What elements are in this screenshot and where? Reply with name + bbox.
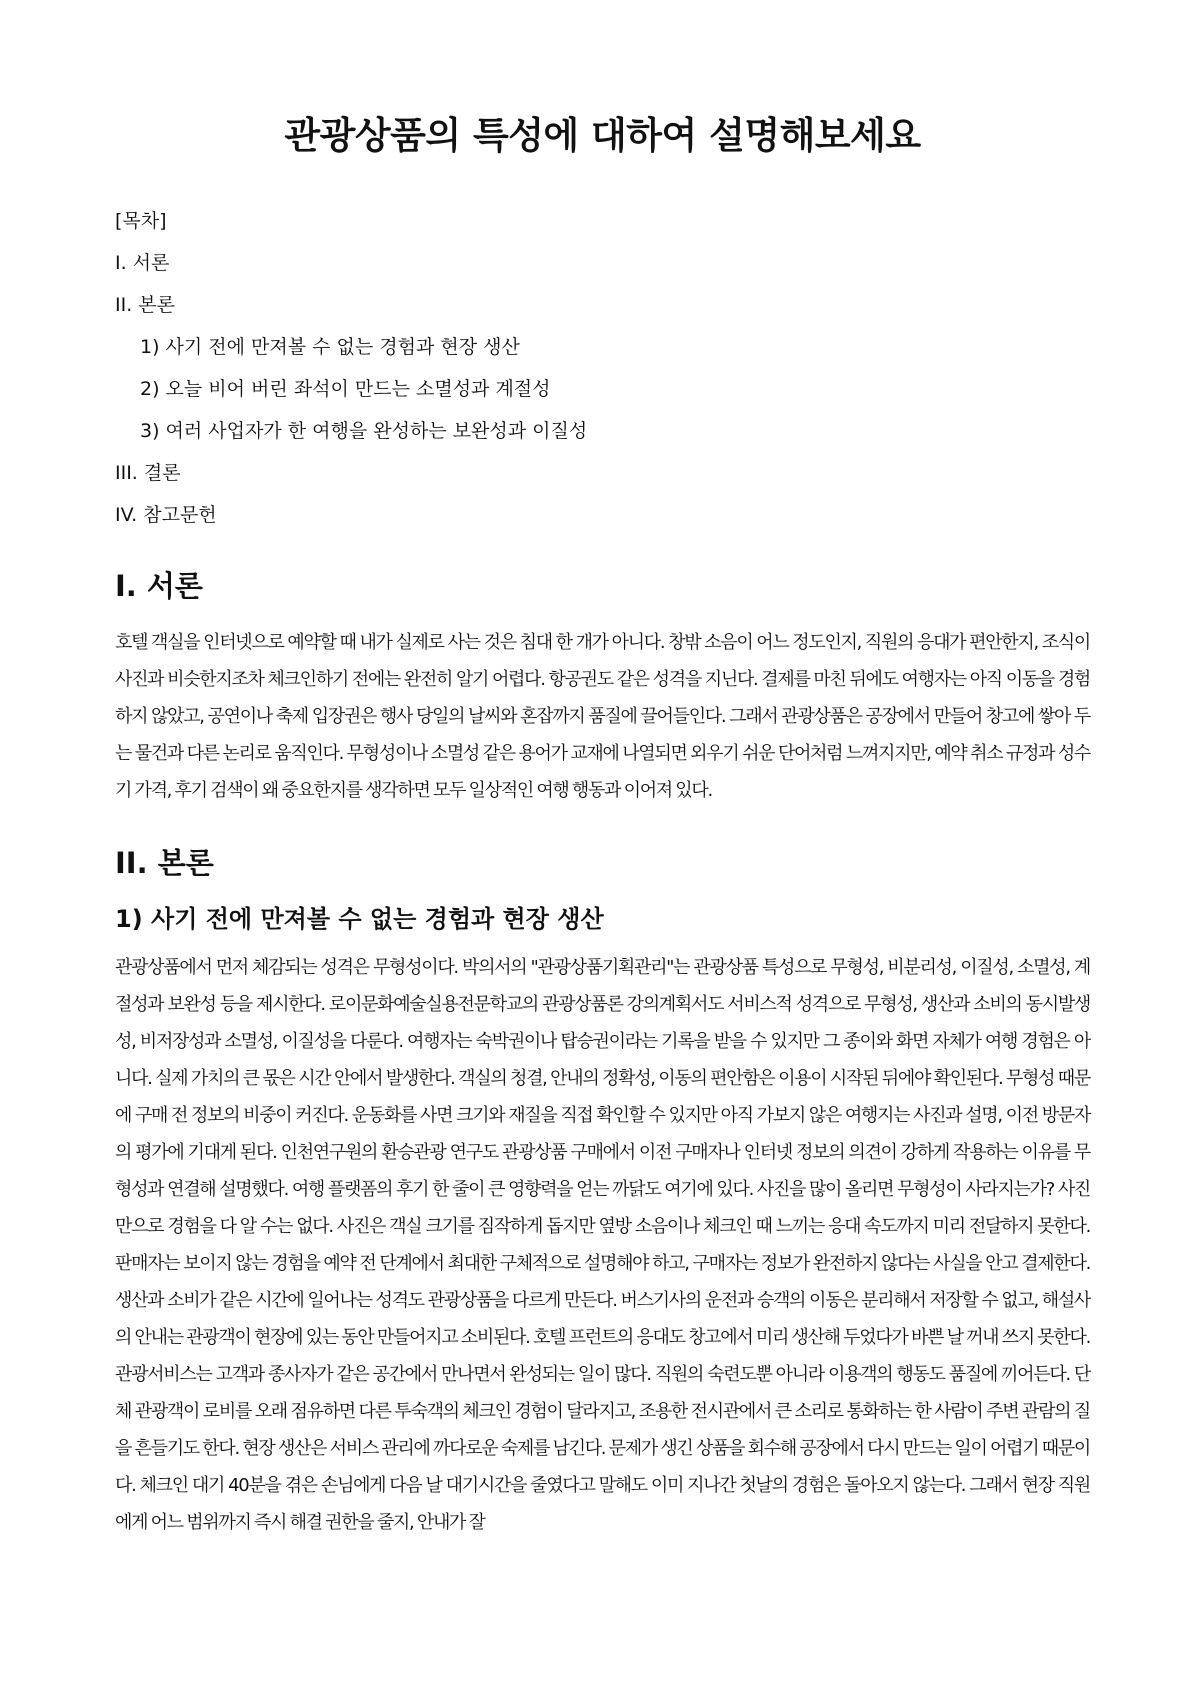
section1-paragraph: 관광상품에서 먼저 체감되는 성격은 무형성이다. 박의서의 "관광상품기획관리"는 관광상품 특성으로 무형성, 비분리성, 이질성, 소멸성, 계절성과 보완성 등을 제시한다. 로이문화예술실용전문학교의 관광상품론 강의계획서도 서비스적 성격으로 무형성, 생산과 소비의 동시발생성, 비저장성과 소멸성, 이질성을 다룬다. 여행자는 숙박권이나 탑승권이라는 기록을 받을 수 있지만 그 종이와 화면 자체가 여행 경험은 아니다. 실제 가치의 큰 몫은 시간 안에서 발생한다. 객실의 청결, 안내의 정확성, 이동의 편안함은 이용이 시작된 뒤에야 확인된다. 무형성 때문에 구매 전 정보의 비중이 커진다. 운동화를 사면 크기와 재질을 직접 확인할 수 있지만 아직 가보지 않은 여행지는 사진과 설명, 이전 방문자의 평가에 기대게 된다. 인천연구원의 환승관광 연구도 관광상품 구매에서 이전 구매자나 인터넷 정보의 의견이 강하게 작용하는 이유를 무형성과 연결해 설명했다. 여행 플랫폼의 후기 한 줄이 큰 영향력을 얻는 까닭도 여기에 있다. 사진을 많이 올리면 무형성이 사라지는가? 사진만으로 경험을 다 알 수는 없다. 사진은 객실 크기를 짐작하게 돕지만 옆방 소음이나 체크인 때 느끼는 응대 속도까지 미리 전달하지 못한다. 판매자는 보이지 않는 경험을 예약 전 단계에서 최대한 구체적으로 설명해야 하고, 구매자는 정보가 완전하지 않다는 사실을 안고 결제한다. 생산과 소비가 같은 시간에 일어나는 성격도 관광상품을 다르게 만든다. 버스기사의 운전과 승객의 이동은 분리해서 저장할 수 없고, 해설사의 안내는 관광객이 현장에 있는 동안 만들어지고 소비된다. 호텔 프런트의 응대도 창고에서 미리 생산해 두었다가 바쁜 날 꺼내 쓰지 못한다. 관광서비스는 고객과 종사자가 같은 공간에서 만나면서 완성되는 일이 많다. 직원의 숙련도뿐 아니라 이용객의 행동도 품질에 끼어든다. 단체 관광객이 로비를 오래 점유하면 다른 투숙객의 체크인 경험이 달라지고, 조용한 전시관에서 큰 소리로 통화하는 한 사람이 주변 관람의 질을 흔들기도 한다. 현장 생산은 서비스 관리에 까다로운 숙제를 남긴다. 문제가 생긴 상품을 회수해 공장에서 다시 만드는 일이 어렵기 때문이다. 체크인 대기 40분을 겪은 손님에게 다음 날 대기시간을 줄였다고 말해도 이미 지나간 첫날의 경험은 돌아오지 않는다. 그래서 현장 직원에게 어느 범위까지 즉시 해결 권한을 줄지, 안내가 잘: [115, 957, 1090, 1533]
intro-paragraph: 호텔 객실을 인터넷으로 예약할 때 내가 실제로 사는 것은 침대 한 개가 아니다. 창밖 소음이 어느 정도인지, 직원의 응대가 편안한지, 조식이 사진과 비슷한지조차 체크인하기 전에는 완전히 알기 어렵다. 항공권도 같은 성격을 지닌다. 결제를 마친 뒤에도 여행자는 아직 이동을 경험하지 않았고, 공연이나 축제 입장권은 행사 당일의 날씨와 혼잡까지 품질에 끌어들인다. 그래서 관광상품은 공장에서 만들어 창고에 쌓아 두는 물건과 다른 논리로 움직인다. 무형성이나 소멸성 같은 용어가 교재에 나열되면 외우기 쉬운 단어처럼 느껴지지만, 예약 취소 규정과 성수기 가격, 후기 검색이 왜 중요한지를 생각하면 모두 일상적인 여행 행동과 이어져 있다.: [115, 632, 1090, 801]
toc-item: I. 서론: [115, 252, 170, 274]
section1-heading: 1) 사기 전에 만져볼 수 없는 경험과 현장 생산: [115, 905, 604, 933]
body-heading: II. 본론: [115, 846, 214, 880]
toc-subitem: 2) 오늘 비어 버린 좌석이 만드는 소멸성과 계절성: [140, 378, 551, 400]
table-of-contents: [115, 200, 1090, 536]
toc-item: IV. 참고문헌: [115, 504, 217, 526]
toc-subitem: 1) 사기 전에 만져볼 수 없는 경험과 현장 생산: [140, 336, 520, 358]
document-title: 관광상품의 특성에 대하여 설명해보세요: [284, 114, 921, 157]
toc-item: III. 결론: [115, 462, 181, 484]
toc-heading: [목차]: [115, 210, 167, 232]
toc-subitem: 3) 여러 사업자가 한 여행을 완성하는 보완성과 이질성: [140, 420, 588, 442]
intro-heading: I. 서론: [115, 569, 203, 603]
toc-item: II. 본론: [115, 294, 175, 316]
